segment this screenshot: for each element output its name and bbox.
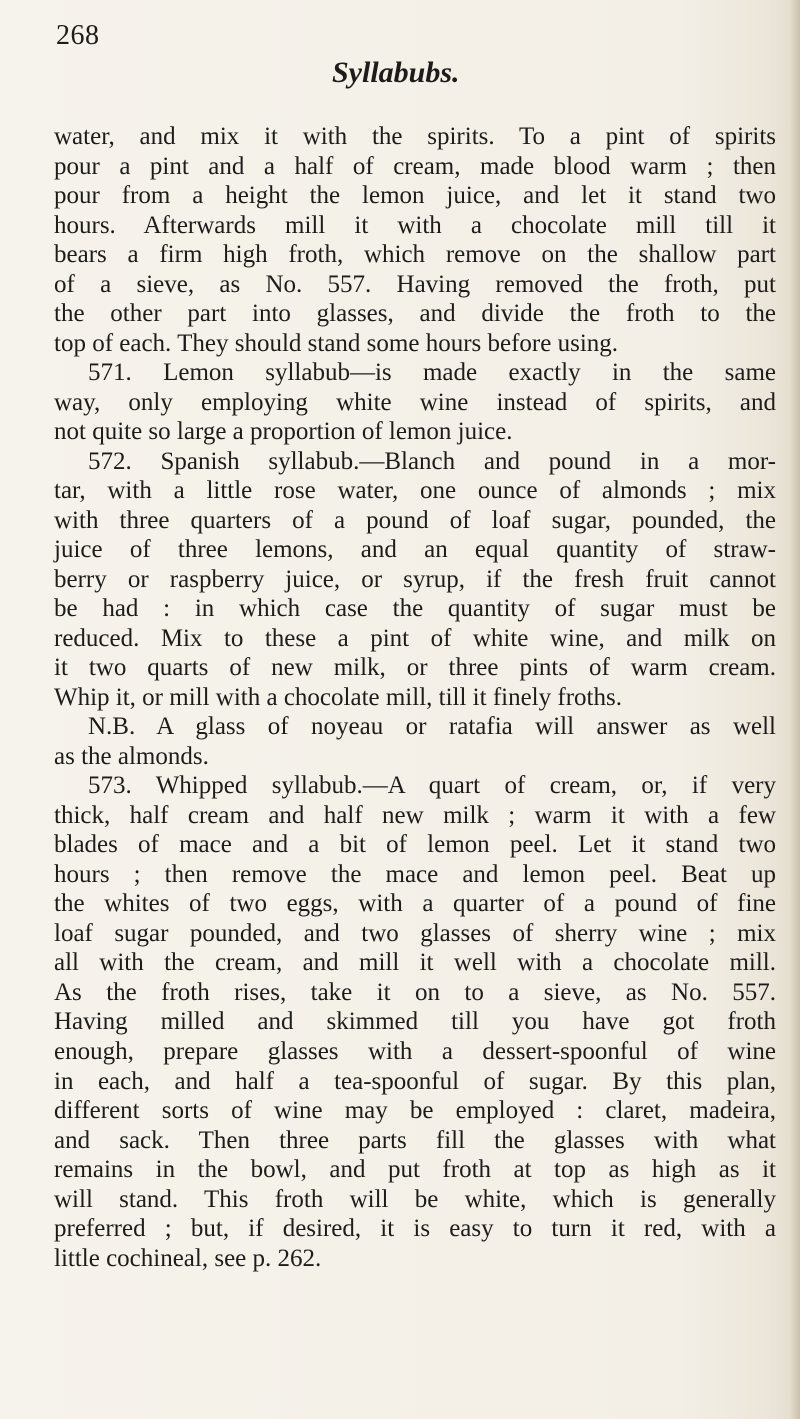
text-line: loaf sugar pounded, and two glasses of sherry wine ; mix bbox=[54, 919, 776, 947]
text-line: hours ; then remove the mace and lemon peel. Beat up bbox=[54, 860, 776, 888]
text-line: not quite so large a proportion of lemon juice. bbox=[54, 418, 513, 446]
running-head: Syllabubs. bbox=[332, 56, 460, 89]
text-line: the whites of two eggs, with a quarter of a pound of fine bbox=[54, 890, 776, 918]
text-line: in each, and half a tea-spoonful of sugar. By this plan, bbox=[54, 1067, 776, 1095]
text-line: all with the cream, and mill it well with a chocolate mill. bbox=[54, 949, 776, 977]
text-line: juice of three lemons, and an equal quantity of straw- bbox=[54, 536, 776, 564]
text-line: pour a pint and a half of cream, made blood warm ; then bbox=[54, 152, 776, 180]
paragraph bbox=[54, 122, 776, 358]
paragraph bbox=[54, 771, 776, 1273]
text-line: As the froth rises, take it on to a sieve, as No. 557. bbox=[54, 978, 776, 1006]
text-line: thick, half cream and half new milk ; warm it with a few bbox=[54, 801, 776, 829]
text-line: the other part into glasses, and divide the froth to the bbox=[54, 300, 776, 328]
text-line: as the almonds. bbox=[54, 742, 209, 770]
text-line: remains in the bowl, and put froth at top as high as it bbox=[54, 1156, 776, 1184]
text-line: with three quarters of a pound of loaf sugar, pounded, the bbox=[54, 506, 776, 534]
text-line: and sack. Then three parts fill the glasses with what bbox=[54, 1126, 776, 1154]
text-line: pour from a height the lemon juice, and let it stand two bbox=[54, 182, 776, 210]
paragraph bbox=[54, 358, 776, 447]
text-line: tar, with a little rose water, one ounce of almonds ; mix bbox=[54, 477, 776, 505]
page-number: 268 bbox=[56, 20, 100, 51]
text-line: water, and mix it with the spirits. To a pint of spirits bbox=[54, 123, 776, 150]
text-line: reduced. Mix to these a pint of white wine, and milk on bbox=[54, 624, 776, 652]
text-line: hours. Afterwards mill it with a chocolate mill till it bbox=[54, 211, 776, 239]
paragraph bbox=[54, 447, 776, 713]
page-edge bbox=[790, 0, 800, 1419]
text-line: way, only employing white wine instead of spirits, and bbox=[54, 388, 776, 416]
text-line: berry or raspberry juice, or syrup, if the fresh fruit cannot bbox=[54, 565, 776, 593]
text-line: 572. Spanish syllabub.—Blanch and pound in a mor- bbox=[88, 447, 776, 475]
text-line: Having milled and skimmed till you have got froth bbox=[54, 1008, 776, 1036]
text-line: different sorts of wine may be employed : claret, madeira, bbox=[54, 1097, 776, 1125]
text-line: enough, prepare glasses with a dessert-spoonful of wine bbox=[54, 1037, 776, 1065]
text-line: preferred ; but, if desired, it is easy to turn it red, with a bbox=[54, 1215, 776, 1243]
text-line: be had : in which case the quantity of sugar must be bbox=[54, 595, 776, 623]
paragraph bbox=[54, 712, 776, 771]
text-line: N.B. A glass of noyeau or ratafia will answer as well bbox=[88, 713, 776, 741]
text-line: 573. Whipped syllabub.—A quart of cream, or, if very bbox=[88, 772, 776, 800]
text-line: bears a firm high froth, which remove on the shallow part bbox=[54, 241, 776, 269]
text-line: blades of mace and a bit of lemon peel. Let it stand two bbox=[54, 831, 776, 859]
text-line: will stand. This froth will be white, which is generally bbox=[54, 1185, 776, 1213]
text-line: it two quarts of new milk, or three pints of warm cream. bbox=[54, 654, 776, 682]
text-line: top of each. They should stand some hours before using. bbox=[54, 329, 619, 357]
text-line: 571. Lemon syllabub—is made exactly in the same bbox=[88, 359, 776, 387]
body-text bbox=[54, 122, 776, 1273]
text-line: little cochineal, see p. 262. bbox=[54, 1244, 322, 1272]
text-line: Whip it, or mill with a chocolate mill, till it finely froths. bbox=[54, 683, 622, 711]
text-line: of a sieve, as No. 557. Having removed the froth, put bbox=[54, 270, 776, 298]
